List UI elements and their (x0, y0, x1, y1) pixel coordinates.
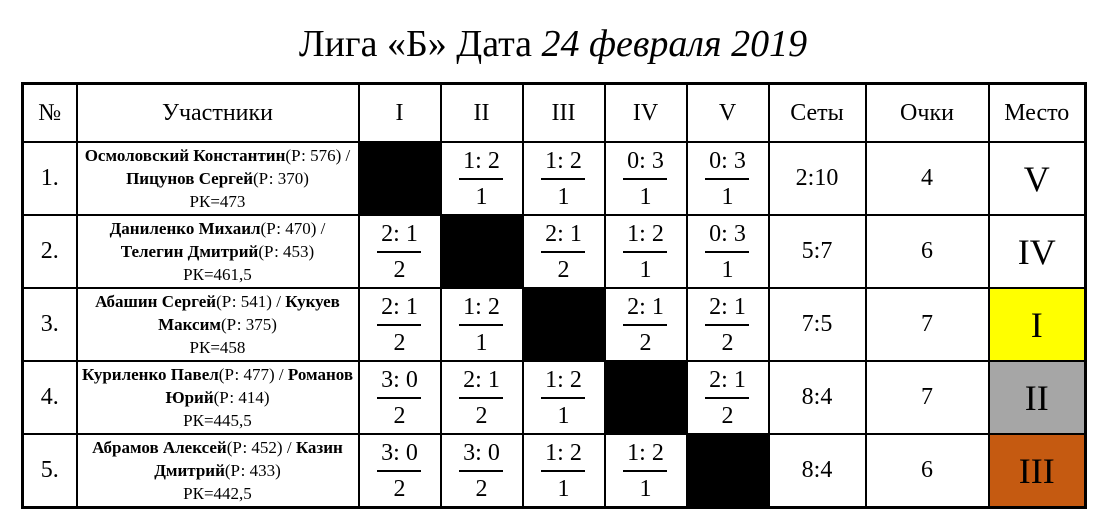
pair-rating: РК=461,5 (183, 265, 252, 284)
pair-separator: / (274, 365, 288, 384)
place-cell: IV (989, 215, 1086, 288)
place-cell: III (989, 434, 1086, 508)
match-points: 2 (721, 402, 734, 429)
row-number: 5. (23, 434, 77, 508)
match-score: 2: 1 (381, 293, 418, 320)
table-row (23, 215, 1086, 288)
match-points: 1 (721, 256, 734, 283)
player2-rating: (Р: 433) (224, 461, 281, 480)
player2-name: Телегин Дмитрий (120, 242, 259, 261)
match-result (705, 293, 750, 357)
match-score: 3: 0 (381, 439, 418, 466)
match-score: 0: 3 (709, 220, 746, 247)
results-table (21, 82, 1087, 509)
match-points: 2 (557, 256, 570, 283)
fraction-line (623, 470, 667, 472)
match-score: 0: 3 (627, 147, 664, 174)
match-points: 1 (639, 475, 652, 502)
place-cell: II (989, 361, 1086, 434)
match-cell (605, 288, 687, 361)
participants-cell (77, 288, 359, 361)
match-score: 1: 2 (545, 366, 582, 393)
row-number: 3. (23, 288, 77, 361)
match-score: 3: 0 (463, 439, 500, 466)
fraction-line (459, 324, 503, 326)
match-result (459, 147, 504, 211)
pair-separator: / (341, 146, 351, 165)
fraction-line (377, 470, 421, 472)
match-score: 1: 2 (545, 439, 582, 466)
match-cell (687, 142, 769, 215)
participants-cell (77, 215, 359, 288)
match-score: 1: 2 (545, 147, 582, 174)
header-points: Очки (866, 84, 989, 143)
match-result (705, 220, 750, 284)
match-result (705, 366, 750, 430)
pair-separator: / (282, 438, 296, 457)
fraction-line (377, 324, 421, 326)
player1-name: Абашин Сергей (95, 292, 217, 311)
player2-name: Романов Юрий (165, 365, 354, 407)
table-row (23, 361, 1086, 434)
points-cell: 4 (866, 142, 989, 215)
title-date: 24 февраля 2019 (541, 23, 808, 65)
match-score: 2: 1 (709, 366, 746, 393)
match-points: 2 (475, 402, 488, 429)
match-result (705, 147, 750, 211)
match-score: 1: 2 (463, 147, 500, 174)
participants-cell (77, 142, 359, 215)
player1-name: Абрамов Алексей (92, 438, 227, 457)
pair-rating: РК=458 (189, 338, 246, 357)
match-points: 2 (393, 402, 406, 429)
sets-cell: 5:7 (769, 215, 866, 288)
player1-name: Куриленко Павел (81, 365, 219, 384)
header-col-3: III (523, 84, 605, 143)
match-cell (359, 361, 441, 434)
match-result (541, 147, 586, 211)
player2-rating: (Р: 414) (213, 388, 270, 407)
sets-cell: 8:4 (769, 434, 866, 508)
match-result (377, 220, 422, 284)
fraction-line (377, 397, 421, 399)
match-score: 2: 1 (463, 366, 500, 393)
match-cell (523, 142, 605, 215)
match-points: 1 (639, 183, 652, 210)
match-cell (359, 288, 441, 361)
header-row (23, 84, 1086, 143)
match-cell (687, 361, 769, 434)
match-points: 2 (393, 475, 406, 502)
pair-rating: РК=442,5 (183, 484, 252, 503)
player2-rating: (Р: 453) (258, 242, 315, 261)
points-cell: 6 (866, 215, 989, 288)
match-score: 2: 1 (381, 220, 418, 247)
match-cell (359, 434, 441, 508)
header-place: Место (989, 84, 1086, 143)
match-result (623, 147, 668, 211)
player2-rating: (Р: 375) (220, 315, 277, 334)
points-cell: 7 (866, 288, 989, 361)
match-score: 2: 1 (709, 293, 746, 320)
match-score: 1: 2 (627, 220, 664, 247)
points-cell: 7 (866, 361, 989, 434)
self-match-cell (523, 288, 605, 361)
match-cell (523, 434, 605, 508)
match-cell (441, 288, 523, 361)
header-num: № (23, 84, 77, 143)
match-result (459, 439, 504, 503)
fraction-line (705, 178, 749, 180)
player1-name: Даниленко Михаил (109, 219, 261, 238)
match-result (377, 439, 422, 503)
match-points: 1 (557, 402, 570, 429)
table-row (23, 288, 1086, 361)
fraction-line (459, 178, 503, 180)
pair-rating: РК=473 (189, 192, 246, 211)
match-cell (605, 434, 687, 508)
match-points: 1 (475, 329, 488, 356)
player1-rating: (Р: 541) (216, 292, 272, 311)
self-match-cell (687, 434, 769, 508)
sets-cell: 7:5 (769, 288, 866, 361)
fraction-line (541, 251, 585, 253)
match-cell (441, 434, 523, 508)
match-points: 2 (475, 475, 488, 502)
match-cell (359, 215, 441, 288)
match-points: 2 (639, 329, 652, 356)
match-result (541, 439, 586, 503)
header-participants: Участники (77, 84, 359, 143)
points-cell: 6 (866, 434, 989, 508)
fraction-line (541, 470, 585, 472)
fraction-line (459, 470, 503, 472)
fraction-line (705, 397, 749, 399)
self-match-cell (605, 361, 687, 434)
sets-cell: 2:10 (769, 142, 866, 215)
fraction-line (623, 324, 667, 326)
self-match-cell (441, 215, 523, 288)
player1-rating: (Р: 477) (218, 365, 275, 384)
match-score: 2: 1 (545, 220, 582, 247)
header-col-5: V (687, 84, 769, 143)
sets-cell: 8:4 (769, 361, 866, 434)
match-points: 2 (393, 329, 406, 356)
match-cell (687, 288, 769, 361)
table-row (23, 434, 1086, 508)
fraction-line (623, 251, 667, 253)
player2-name: Казин Дмитрий (154, 438, 343, 480)
match-result (541, 366, 586, 430)
match-score: 3: 0 (381, 366, 418, 393)
player1-rating: (Р: 470) (260, 219, 317, 238)
match-score: 1: 2 (463, 293, 500, 320)
fraction-line (377, 251, 421, 253)
player2-name: Кукуев Максим (158, 292, 340, 334)
match-score: 2: 1 (627, 293, 664, 320)
header-col-4: IV (605, 84, 687, 143)
header-sets: Сеты (769, 84, 866, 143)
match-points: 2 (393, 256, 406, 283)
page-title (0, 20, 1106, 68)
participants-cell (77, 361, 359, 434)
row-number: 1. (23, 142, 77, 215)
match-cell (523, 361, 605, 434)
match-result (377, 366, 422, 430)
match-result (459, 293, 504, 357)
fraction-line (459, 397, 503, 399)
fraction-line (541, 178, 585, 180)
match-result (377, 293, 422, 357)
player1-name: Осмоловский Константин (84, 146, 286, 165)
self-match-cell (359, 142, 441, 215)
place-cell: I (989, 288, 1086, 361)
match-cell (441, 142, 523, 215)
match-points: 1 (557, 475, 570, 502)
player1-rating: (Р: 452) (226, 438, 283, 457)
row-number: 4. (23, 361, 77, 434)
match-result (623, 293, 668, 357)
match-points: 1 (639, 256, 652, 283)
header-col-2: II (441, 84, 523, 143)
match-result (623, 220, 668, 284)
title-prefix: Лига «Б» Дата (298, 23, 542, 65)
match-cell (687, 215, 769, 288)
player1-rating: (Р: 576) (285, 146, 342, 165)
match-points: 1 (475, 183, 488, 210)
match-result (459, 366, 504, 430)
match-points: 1 (557, 183, 570, 210)
match-score: 0: 3 (709, 147, 746, 174)
fraction-line (705, 251, 749, 253)
pair-separator: / (316, 219, 326, 238)
player2-name: Пицунов Сергей (126, 169, 254, 188)
table-row (23, 142, 1086, 215)
match-cell (605, 215, 687, 288)
match-cell (523, 215, 605, 288)
fraction-line (705, 324, 749, 326)
match-cell (605, 142, 687, 215)
pair-separator: / (271, 292, 286, 311)
participants-cell (77, 434, 359, 508)
match-points: 1 (721, 183, 734, 210)
match-score: 1: 2 (627, 439, 664, 466)
match-result (623, 439, 668, 503)
header-col-1: I (359, 84, 441, 143)
match-points: 2 (721, 329, 734, 356)
fraction-line (623, 178, 667, 180)
place-cell: V (989, 142, 1086, 215)
match-result (541, 220, 586, 284)
fraction-line (541, 397, 585, 399)
row-number: 2. (23, 215, 77, 288)
match-cell (441, 361, 523, 434)
player2-rating: (Р: 370) (253, 169, 309, 188)
pair-rating: РК=445,5 (183, 411, 252, 430)
